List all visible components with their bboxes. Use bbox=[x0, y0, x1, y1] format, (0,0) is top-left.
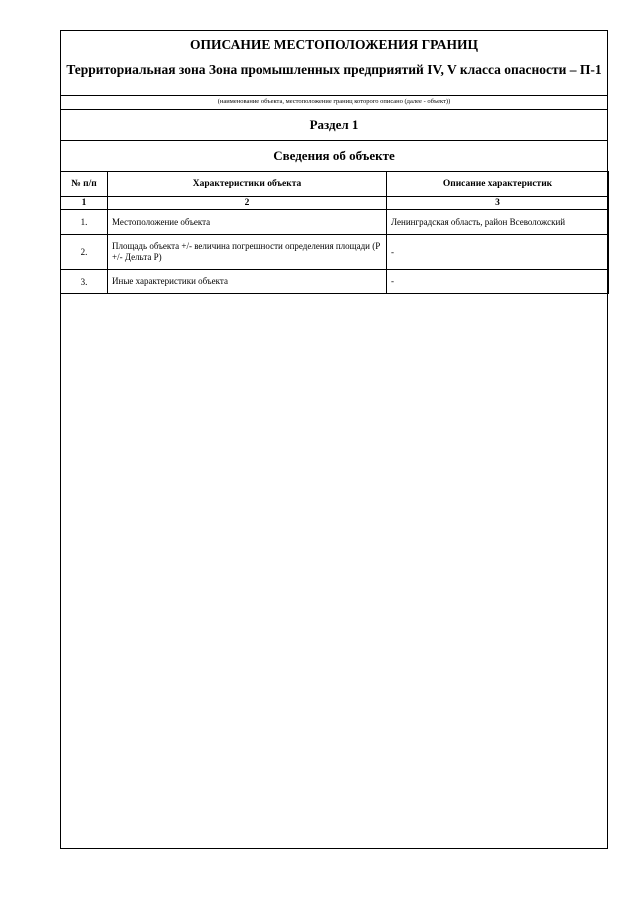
object-name-caption: (наименование объекта, местоположение границ которого описано (далее - объект)) bbox=[217, 98, 451, 105]
row-number: 1. bbox=[61, 210, 108, 235]
divider bbox=[61, 95, 607, 96]
row-description: Ленинградская область, район Всеволожский bbox=[387, 210, 609, 235]
table-row bbox=[61, 270, 609, 294]
section-title: Раздел 1 bbox=[309, 117, 359, 132]
row-characteristic: Иные характеристики объекта bbox=[108, 270, 387, 294]
document-frame bbox=[60, 30, 608, 849]
column-header-description: Описание характеристик bbox=[387, 172, 609, 197]
divider bbox=[61, 140, 607, 141]
row-characteristic: Местоположение объекта bbox=[108, 210, 387, 235]
section-subtitle: Сведения об объекте bbox=[273, 148, 395, 163]
row-number: 3. bbox=[61, 270, 108, 294]
column-header-characteristic: Характеристики объекта bbox=[108, 172, 387, 197]
divider bbox=[61, 109, 607, 110]
document-title: ОПИСАНИЕ МЕСТОПОЛОЖЕНИЯ ГРАНИЦ bbox=[190, 37, 478, 52]
row-characteristic: Площадь объекта +/- величина погрешности определения площади (P +/- Дельта P) bbox=[108, 235, 387, 270]
row-description: - bbox=[387, 270, 609, 294]
column-number: 1 bbox=[61, 197, 108, 210]
table-header-row bbox=[61, 172, 609, 197]
column-number-row bbox=[61, 197, 609, 210]
table-row bbox=[61, 210, 609, 235]
object-info-table bbox=[60, 171, 609, 294]
column-number: 3 bbox=[387, 197, 609, 210]
row-number: 2. bbox=[61, 235, 108, 270]
column-number: 2 bbox=[108, 197, 387, 210]
row-description: - bbox=[387, 235, 609, 270]
table-row bbox=[61, 235, 609, 270]
object-name: Территориальная зона Зона промышленных предприятий IV, V класса опасности – П-1 bbox=[66, 62, 602, 77]
column-header-number: № п/п bbox=[61, 172, 108, 197]
